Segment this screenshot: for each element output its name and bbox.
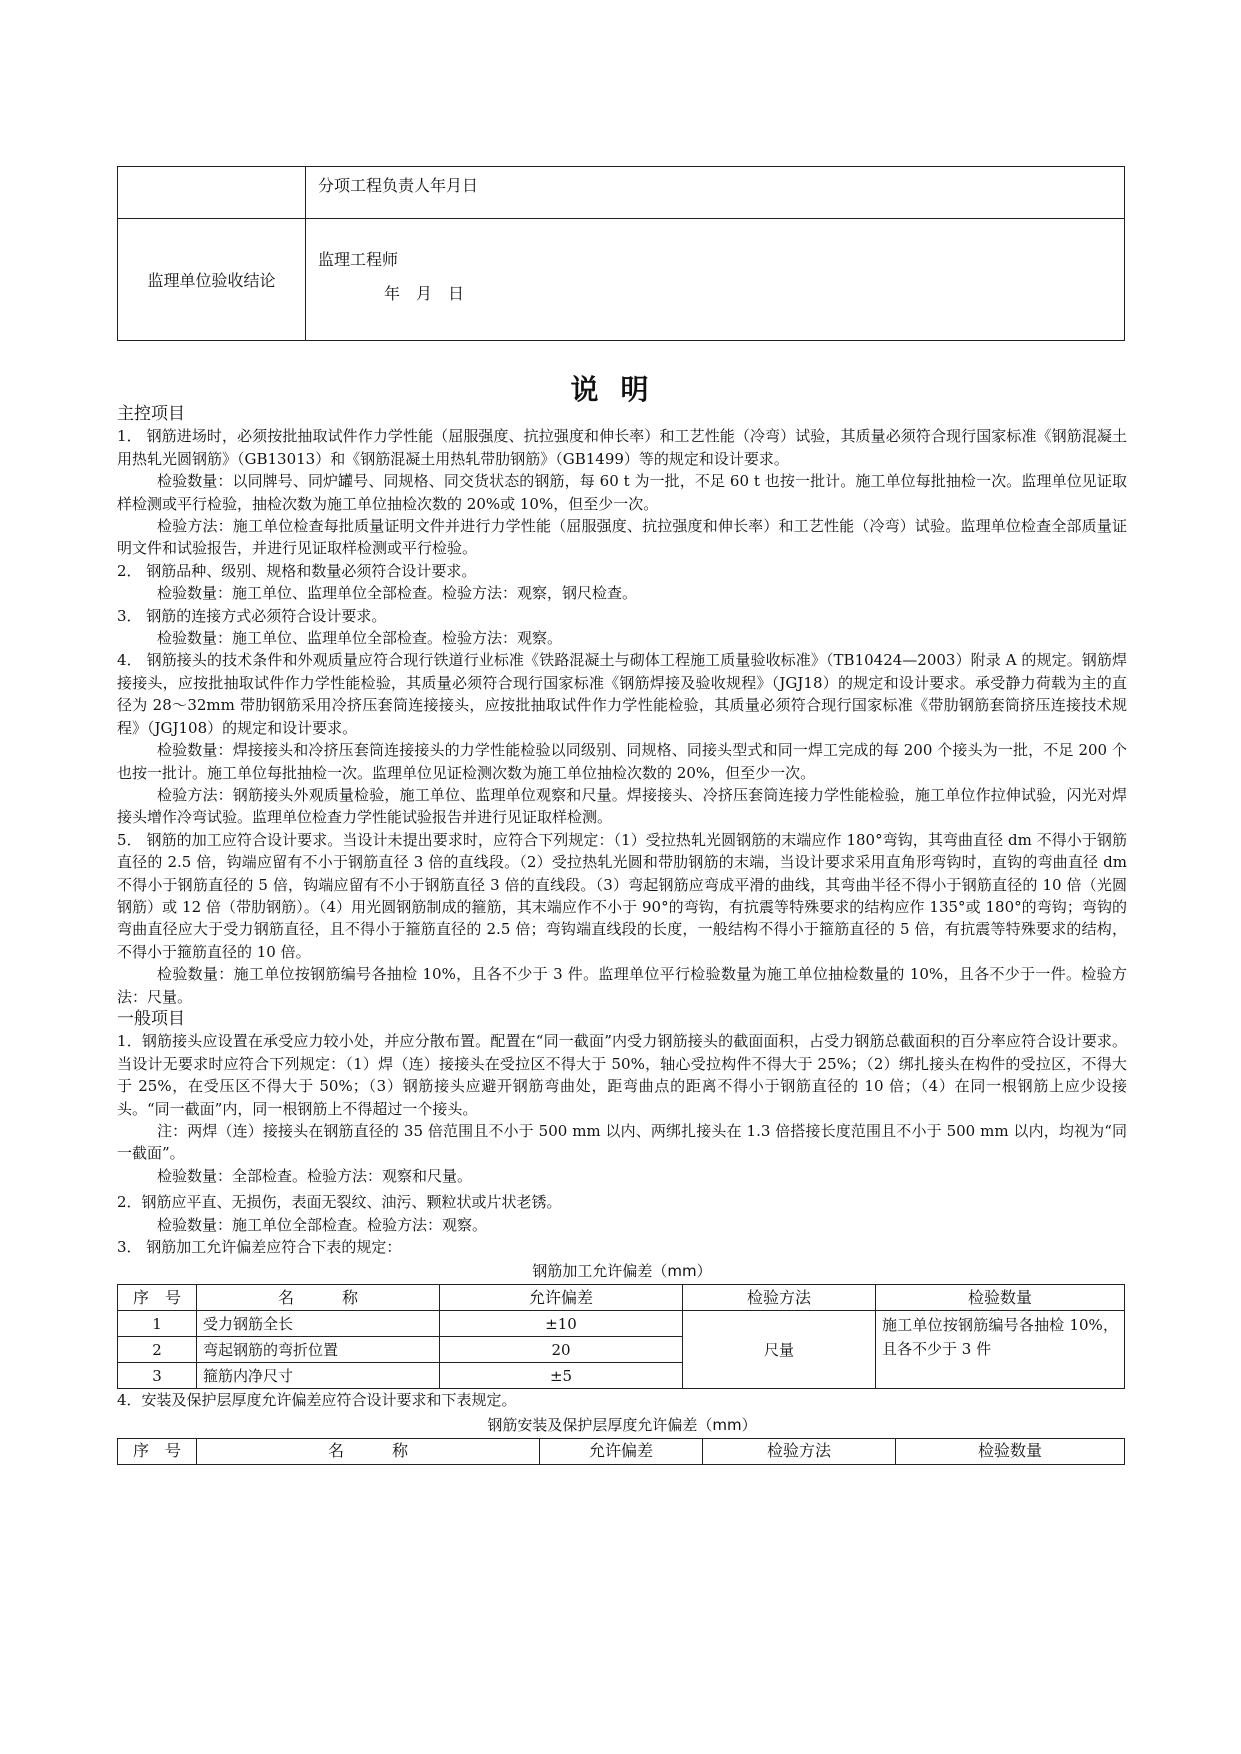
table1-header-row bbox=[118, 1285, 1125, 1311]
general-item-2: 2．钢筋应平直、无损伤，表面无裂纹、油污、颗粒状或片状老锈。 bbox=[117, 1193, 562, 1212]
signature-table bbox=[117, 166, 1125, 341]
table-row bbox=[118, 1311, 1125, 1337]
table1-quantity: 施工单位按钢筋编号各抽检 10%，且各不少于 3 件 bbox=[876, 1311, 1125, 1389]
general-item-4: 4．安装及保护层厚度允许偏差应符合设计要求和下表规定。 bbox=[117, 1391, 517, 1410]
table1-method: 尺量 bbox=[683, 1311, 876, 1389]
general-item-1: 1．钢筋接头应设置在承受应力较小处，并应分散布置。配置在“同一截面”内受力钢筋接头的截面面积，占受力钢筋总截面积的百分率应符合设计要求。当设计无要求时应符合下列规定：（1）焊（连）接接头在受拉区不得大于 50%，轴心受拉构件不得大于 25%；（2）绑扎接头在构件的受拉区，不得大于 25%，在受压区不得大于 50%；（3）钢筋接头应避开钢筋弯曲处，距弯曲点的距离不得小于钢筋直径的 10 倍；（4）在同一根钢筋上应少设接头。“同一截面”内，同一根钢筋上不得超过一个接头。 bbox=[117, 1032, 1127, 1118]
main-item-3: 3． 钢筋的连接方式必须符合设计要求。 bbox=[117, 606, 387, 625]
table1-row2-no: 2 bbox=[118, 1337, 197, 1363]
table1-header-name: 名 称 bbox=[197, 1285, 440, 1311]
table2-header-tolerance: 允许偏差 bbox=[540, 1438, 703, 1464]
processing-tolerance-table bbox=[117, 1284, 1125, 1389]
table1-header-method: 检验方法 bbox=[683, 1285, 876, 1311]
sig-row1-text: 分项工程负责人年月日 bbox=[306, 167, 1125, 219]
main-item-5: 5． 钢筋的加工应符合设计要求。当设计未提出要求时，应符合下列规定：（1）受拉热轧光圆钢筋的末端应作 180°弯钩，其弯曲直径 dm 不得小于钢筋直径的 2.5 倍，钩端应留有不小于钢筋直径 3 倍的直线段。（2）受拉热轧光圆和带肋钢筋的末端，当设计要求采用直角形弯钩时，直钩的弯曲直径 dm 不得小于钢筋直径的 5 倍，钩端应留有不小于钢筋直径 3 倍的直线段。（3）弯起钢筋应弯成平滑的曲线，其弯曲半径不得小于钢筋直径的 10 倍（光圆钢筋）或 12 倍（带肋钢筋）。（4）用光圆钢筋制成的箍筋，其末端应作不小于 90°的弯钩，有抗震等特殊要求的结构应作 135°或 180°的弯钩；弯钩的弯曲直径应大于受力钢筋直径，且不得小于箍筋直径的 2.5 倍；弯钩端直线段的长度，一般结构不得小于箍筋直径的 5 倍，有抗震等特殊要求的结构，不得小于箍筋直径的 10 倍。 bbox=[117, 830, 1127, 961]
main-item-4: 4． 钢筋接头的技术条件和外观质量应符合现行铁道行业标准《铁路混凝土与砌体工程施工质量验收标准》（TB10424—2003）附录 A 的规定。钢筋焊接接头，应按批抽取试件作力学性能检验，其质量必须符合现行国家标准《钢筋焊接及验收规程》（JGJ18）的规定和设计要求。承受静力荷载为主的直径为 28～32mm 带肋钢筋采用冷挤压套筒连接接头，应按批抽取试件作力学性能检验，其质量必须符合现行国家标准《带肋钢筋套筒挤压连接技术规程》（JGJ108）的规定和设计要求。 bbox=[117, 651, 1127, 737]
document-body bbox=[117, 403, 1127, 1465]
main-item-4-method: 检验方法：钢筋接头外观质量检验，施工单位、监理单位观察和尺量。焊接接头、冷挤压套筒连接力学性能检验，施工单位作拉伸试验，闪光对焊接头增作冷弯试验。监理单位检查力学性能试验报告并进行见证取样检测。 bbox=[117, 785, 1127, 827]
installation-tolerance-table bbox=[117, 1438, 1125, 1465]
sig-date-label: 年 月 日 bbox=[384, 284, 465, 303]
table1-row3-name: 箍筋内净尺寸 bbox=[197, 1363, 440, 1389]
table1-row2-tolerance: 20 bbox=[440, 1337, 683, 1363]
table1-row1-tolerance: ±10 bbox=[440, 1311, 683, 1337]
table1-header-quantity: 检验数量 bbox=[876, 1285, 1125, 1311]
sig-row1-label-cell bbox=[118, 167, 306, 219]
main-item-1-method: 检验方法：施工单位检查每批质量证明文件并进行力学性能（屈服强度、抗拉强度和伸长率）和工艺性能（冷弯）试验。监理单位检查全部质量证明文件和试验报告，并进行见证取样检测或平行检验。 bbox=[117, 517, 1127, 558]
table1-header-no: 序 号 bbox=[118, 1285, 197, 1311]
main-item-1-quantity: 检验数量：以同牌号、同炉罐号、同规格、同交货状态的钢筋，每 60 t 为一批，不足 60 t 也按一批计。施工单位每批抽检一次。监理单位见证取样检测或平行检验，抽检次数为施工单位抽检次数的 20%或 10%，但至少一次。 bbox=[117, 472, 1127, 513]
main-item-1: 1． 钢筋进场时，必须按批抽取试件作力学性能（屈服强度、抗拉强度和伸长率）和工艺性能（冷弯）试验，其质量必须符合现行国家标准《钢筋混凝土用热轧光圆钢筋》（GB13013）和《钢筋混凝土用热轧带肋钢筋》（GB1499）等的规定和设计要求。 bbox=[117, 427, 1127, 468]
table1-header-tolerance: 允许偏差 bbox=[440, 1285, 683, 1311]
section-heading-general: 一般项目 bbox=[117, 1008, 185, 1029]
main-item-2: 2． 钢筋品种、级别、规格和数量必须符合设计要求。 bbox=[117, 561, 477, 580]
main-item-5-quantity: 检验数量：施工单位按钢筋编号各抽检 10%，且各不少于 3 件。监理单位平行检验数量为施工单位抽检数量的 10%，且各不少于一件。检验方法：尺量。 bbox=[117, 965, 1127, 1006]
section-heading-main: 主控项目 bbox=[117, 404, 185, 424]
table1-caption: 钢筋加工允许偏差（mm） bbox=[532, 1262, 712, 1281]
page-title: 说明 bbox=[570, 373, 671, 406]
table2-header-name: 名 称 bbox=[197, 1438, 540, 1464]
general-item-1-note: 注：两焊（连）接接头在钢筋直径的 35 倍范围且不小于 500 mm 以内、两绑扎接头在 1.3 倍搭接长度范围且不小于 500 mm 以内，均视为“同一截面”。 bbox=[117, 1122, 1127, 1163]
general-item-2-quantity: 检验数量：施工单位全部检查。检验方法：观察。 bbox=[157, 1215, 488, 1234]
table2-header-method: 检验方法 bbox=[703, 1438, 896, 1464]
table1-row1-name: 受力钢筋全长 bbox=[197, 1311, 440, 1337]
supervising-engineer-label: 监理工程师 bbox=[318, 250, 399, 269]
table2-header-row bbox=[118, 1438, 1125, 1464]
table2-header-quantity: 检验数量 bbox=[896, 1438, 1125, 1464]
main-item-2-quantity: 检验数量：施工单位、监理单位全部检查。检验方法：观察，钢尺检查。 bbox=[157, 584, 638, 603]
table1-row2-name: 弯起钢筋的弯折位置 bbox=[197, 1337, 440, 1363]
table1-row3-no: 3 bbox=[118, 1363, 197, 1389]
main-item-3-quantity: 检验数量：施工单位、监理单位全部检查。检验方法：观察。 bbox=[157, 629, 563, 648]
main-item-4-quantity: 检验数量：焊接接头和冷挤压套筒连接接头的力学性能检验以同级别、同规格、同接头型式和同一焊工完成的每 200 个接头为一批，不足 200 个也按一批计。施工单位每批抽检一次。监理单位见证检测次数为施工单位抽检次数的 20%，但至少一次。 bbox=[117, 741, 1127, 782]
general-item-1-quantity: 检验数量：全部检查。检验方法：观察和尺量。 bbox=[157, 1166, 473, 1185]
sig-row2-label: 监理单位验收结论 bbox=[118, 219, 306, 341]
sig-row2-content bbox=[306, 219, 1125, 341]
table2-caption: 钢筋安装及保护层厚度允许偏差（mm） bbox=[487, 1415, 757, 1434]
table1-row1-no: 1 bbox=[118, 1311, 197, 1337]
table2-header-no: 序 号 bbox=[118, 1438, 197, 1464]
general-item-3: 3． 钢筋加工允许偏差应符合下表的规定： bbox=[117, 1238, 402, 1257]
table1-row3-tolerance: ±5 bbox=[440, 1363, 683, 1389]
